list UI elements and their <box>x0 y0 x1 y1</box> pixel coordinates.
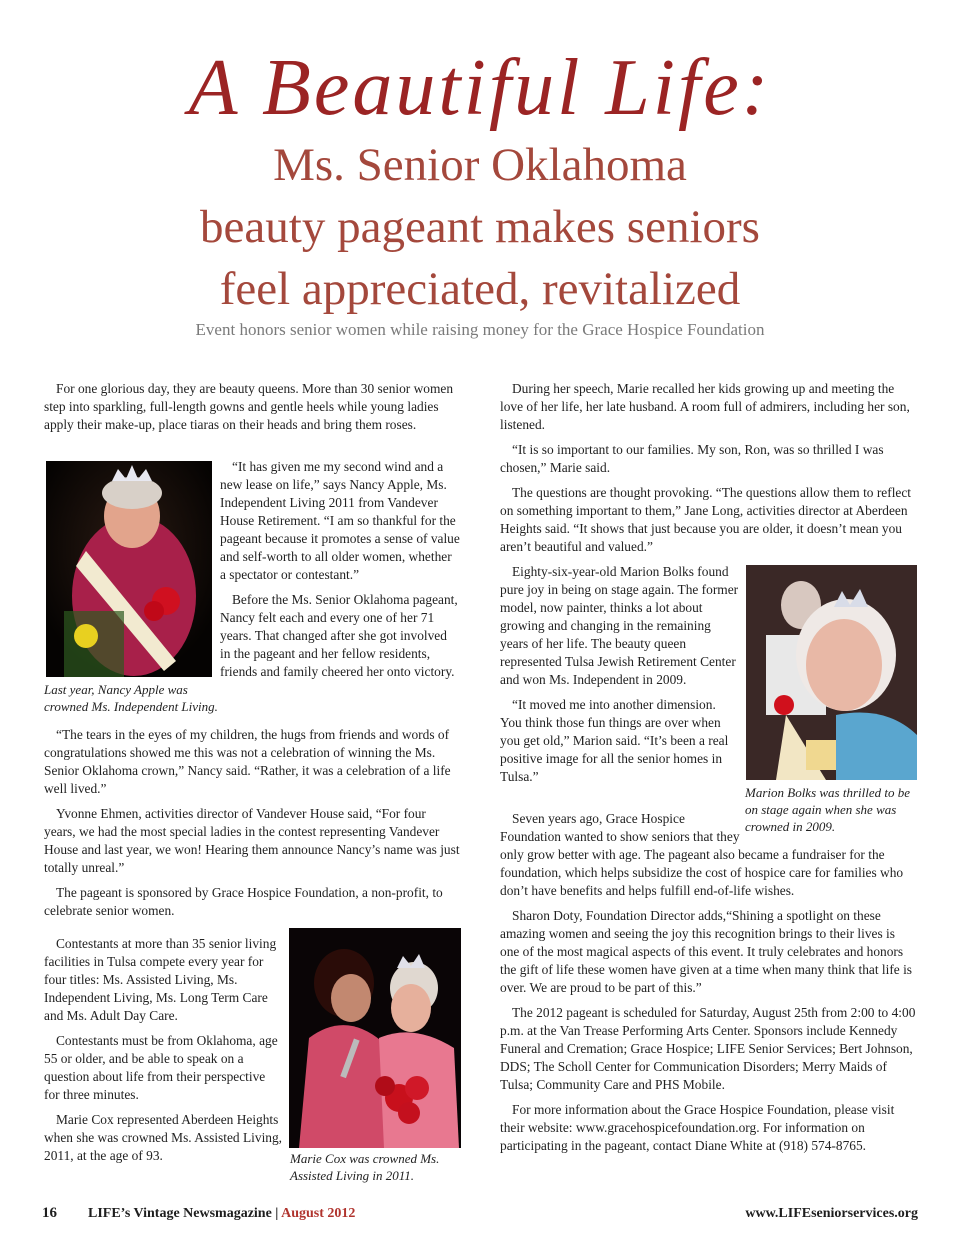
subheadline-line-3: feel appreciated, revitalized <box>219 263 741 315</box>
paragraph: For one glorious day, they are beauty queens. More than 30 senior women step into sparkling, full-length gowns and gentle heels while young ladies apply their make-up, place tiaras on their heads and bring them roses. <box>44 381 454 432</box>
col1-contestants <box>44 935 284 1165</box>
marion-bolks-photo <box>746 565 917 780</box>
col1-body <box>44 726 460 920</box>
deck-tagline: Event honors senior women while raising money for the Grace Hospice Foundation <box>195 320 765 339</box>
paragraph: Sharon Doty, Foundation Director adds,“Shining a spotlight on these amazing women and seeing the joy this recognition brings to their lives is one of the most magical aspects of this event. It truly celebrates and honors the gift of life these women have given at a time when many think that life is over. We are proud to be part of this.” <box>500 908 913 995</box>
paragraph: “It has given me my second wind and a new lease on life,” says Nancy Apple, Ms. Independent Living 2011 from Vandever House Retirement. “I am so thankful for the pageant because it promotes a sense of value and self-worth to all older women, whether a spectator or contestant.” <box>220 459 460 582</box>
headline: A Beautiful Life: <box>188 44 772 132</box>
footer-website-link[interactable]: www.LIFEseniorservices.org <box>745 1206 918 1221</box>
paragraph: Yvonne Ehmen, activities director of Vandever House said, “For four years, we had the most special ladies in the contest representing Vandever House and last year, we won! Hearing them announce Nancy’s name was just totally unreal.” <box>44 806 460 875</box>
paragraph: Eighty-six-year-old Marion Bolks found pure joy in being on stage again. The former model, now painter, thinks a lot about growing and changing in the remaining years of her life. The beauty queen represented Tulsa Jewish Retirement Center and won Ms. Independent in 2009. <box>500 564 739 687</box>
paragraph: The questions are thought provoking. “The questions allow them to reflect on something important to them,” Jane Long, activities director at Aberdeen Heights said. “It shows that just because you are older, it doesn’t mean you aren’t beautiful and valued.” <box>500 485 912 554</box>
paragraph: For more information about the Grace Hospice Foundation, please visit their website: www.gracehospicefoundation.org. For information on participating in the pageant, contact Diane White at (918) 574-8765. <box>500 1102 895 1153</box>
marie-photo-caption: Marie Cox was crowned Ms. Assisted Living in 2011. <box>290 1151 440 1183</box>
paragraph: “The tears in the eyes of my children, the hugs from friends and words of congratulations showed me this was not a celebration of winning the Ms. Senior Oklahoma crown,” Nancy said. “Rather, it was a celebration of a life well lived.” <box>44 727 451 796</box>
paragraph: Seven years ago, Grace Hospice Foundation wanted to show seniors that they only grow better with age. The pageant also became a fundraiser for the foundation, which helps subsidize the cost of hospice care for families who don’t have benefits and helps fulfill end-of-life wishes. <box>500 811 904 898</box>
paragraph: Contestants at more than 35 senior living facilities in Tulsa compete every year for four titles: Ms. Assisted Living, Ms. Independent Living, Ms. Long Term Care and Ms. Adult Day Care. <box>44 936 277 1023</box>
col2-body-bottom <box>500 810 916 1155</box>
paragraph: Contestants must be from Oklahoma, age 55 or older, and be able to speak on a question about life from their perspective for three minutes. <box>44 1033 278 1102</box>
paragraph: Marie Cox represented Aberdeen Heights when she was crowned Ms. Assisted Living, 2011, at the age of 93. <box>44 1112 283 1163</box>
col1-intro <box>44 380 460 434</box>
paragraph: “It is so important to our families. My son, Ron, was so thrilled I was chosen,” Marie said. <box>500 442 884 475</box>
page-number: 16 <box>42 1205 57 1221</box>
paragraph: During her speech, Marie recalled her kids growing up and meeting the love of her life, her late husband. A room full of admirers, including her son, listened. <box>500 381 910 432</box>
subheadline-line-1: Ms. Senior Oklahoma <box>273 139 687 191</box>
paragraph: The pageant is sponsored by Grace Hospice Foundation, a non-profit, to celebrate senior women. <box>44 885 443 918</box>
paragraph: “It moved me into another dimension. You think those fun things are over when you get old,” Marion said. “It’s been a real positive image for all the senior homes in Tulsa.” <box>500 697 729 784</box>
marion-photo-caption: Marion Bolks was thrilled to be on stage again when she was crowned in 2009. <box>745 785 911 834</box>
magazine-name <box>88 1206 355 1222</box>
col1-nancy-quote <box>220 458 460 681</box>
col2-marion <box>500 563 740 786</box>
nancy-photo-caption: Last year, Nancy Apple was crowned Ms. Independent Living. <box>44 682 218 714</box>
issue-date: August 2012 <box>281 1206 356 1221</box>
paragraph: The 2012 pageant is scheduled for Saturday, August 25th from 2:00 to 4:00 p.m. at the Van Trease Performing Arts Center. Sponsors include Kennedy Funeral and Cremation; Grace Hospice; LIFE Senior Services; Bert Johnson, DDS; The Scholl Center for Communication Disorders; Merry Maids of Tulsa; Community Care and PHS Mobile. <box>500 1005 916 1092</box>
subheadline-line-2: beauty pageant makes seniors <box>200 201 760 253</box>
marie-cox-photo <box>289 928 461 1148</box>
magazine-title: LIFE’s Vintage Newsmagazine | <box>88 1206 282 1221</box>
nancy-apple-photo <box>46 461 212 677</box>
col2-body-top <box>500 380 916 556</box>
paragraph: Before the Ms. Senior Oklahoma pageant, Nancy felt each and every one of her 71 years. That changed after she got involved in the pageant and her fellow residents, friends and family cheered her onto victory. <box>220 592 458 679</box>
